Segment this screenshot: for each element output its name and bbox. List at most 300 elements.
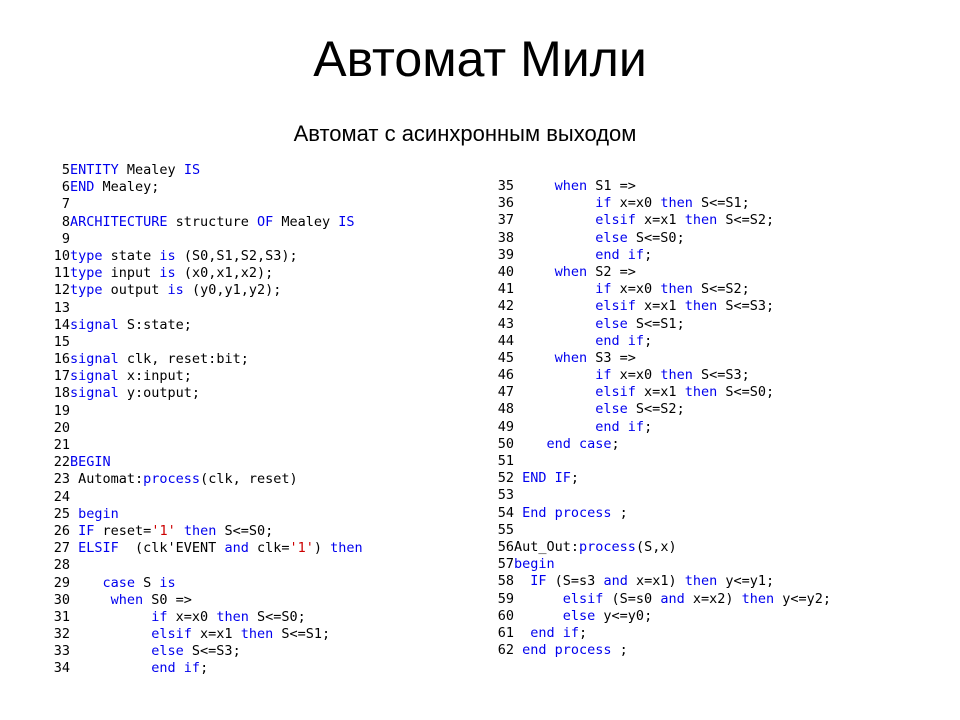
- code-line: [48, 317, 363, 334]
- keyword-token: if: [595, 367, 612, 384]
- code-line: [48, 506, 363, 523]
- text-token: S<=S1;: [627, 315, 685, 332]
- text-token: structure: [167, 213, 257, 230]
- keyword-token: case: [102, 574, 136, 591]
- keyword-token: is: [159, 247, 176, 264]
- line-number: 59: [497, 590, 514, 607]
- code-line: [490, 453, 831, 470]
- line-number: 25: [53, 505, 70, 522]
- keyword-token: then: [660, 281, 693, 298]
- code-line: [490, 230, 831, 247]
- keyword-token: type: [70, 265, 103, 282]
- text-token: x:input;: [118, 368, 192, 385]
- line-number: 19: [53, 402, 70, 419]
- text-token: ;: [570, 470, 580, 487]
- code-line: [48, 214, 363, 231]
- keyword-token: and: [224, 540, 249, 557]
- line-number: 16: [53, 351, 70, 368]
- keyword-token: elsif: [595, 384, 636, 401]
- code-text: [70, 179, 159, 196]
- text-token: [514, 625, 530, 641]
- slide-subtitle: Автомат с асинхронным выходом: [293, 121, 637, 146]
- text-token: [70, 660, 151, 676]
- code-line: [490, 384, 831, 401]
- code-text: [514, 298, 774, 315]
- code-line: [48, 248, 363, 265]
- line-number: 60: [497, 607, 514, 624]
- line-number: 51: [497, 453, 514, 469]
- line-number: 5: [61, 162, 70, 178]
- text-token: [70, 523, 78, 539]
- line-number: 47: [497, 384, 514, 401]
- text-token: Aut_Out:: [514, 538, 580, 555]
- keyword-token: IS: [183, 162, 201, 178]
- text-token: ;: [200, 660, 209, 677]
- text-token: y<=y2;: [774, 590, 832, 607]
- keyword-token: IF: [530, 573, 547, 590]
- text-token: y<=y1;: [717, 573, 775, 590]
- text-token: S<=S1;: [692, 195, 750, 212]
- text-token: (y0,y1,y2);: [183, 282, 282, 299]
- code-line: [48, 489, 363, 506]
- keyword-token: OF: [256, 213, 274, 230]
- code-line: [490, 401, 831, 418]
- line-number: 41: [497, 281, 514, 298]
- text-token: (S=s3: [546, 573, 604, 590]
- text-token: Mealey;: [94, 179, 160, 196]
- line-number: 56: [497, 538, 514, 555]
- code-line: [48, 626, 363, 643]
- text-token: S<=S3;: [717, 298, 775, 315]
- text-token: [514, 419, 595, 435]
- text-token: ;: [644, 418, 653, 435]
- line-number: 14: [53, 316, 70, 333]
- text-token: (x0,x1,x2);: [175, 265, 274, 282]
- keyword-token: ELSIF: [78, 540, 119, 557]
- code-text: [70, 248, 298, 265]
- text-token: ;: [644, 332, 653, 349]
- keyword-token: elsif: [151, 626, 192, 643]
- code-text: [514, 556, 555, 573]
- text-token: S<=S2;: [717, 212, 775, 229]
- text-token: input: [102, 265, 160, 282]
- line-number: 18: [53, 385, 70, 402]
- line-number: 21: [53, 437, 70, 453]
- keyword-token: and: [660, 590, 685, 607]
- keyword-token: IF: [78, 522, 95, 539]
- text-token: [514, 264, 555, 280]
- text-token: ): [313, 540, 331, 557]
- code-text: [514, 573, 774, 590]
- line-number: 46: [497, 367, 514, 384]
- keyword-token: end if: [595, 332, 645, 349]
- code-text: [514, 505, 628, 522]
- line-number: 42: [497, 298, 514, 315]
- line-number: 61: [497, 624, 514, 641]
- code-text: [514, 436, 620, 453]
- text-token: y:output;: [118, 385, 201, 402]
- text-token: [514, 212, 595, 228]
- text-token: [514, 591, 563, 607]
- code-line: [48, 609, 363, 626]
- code-line: [48, 368, 363, 385]
- code-text: [514, 539, 677, 556]
- text-token: clk=: [248, 540, 290, 557]
- code-line: [490, 556, 831, 573]
- keyword-token: else: [151, 643, 184, 660]
- text-token: [514, 470, 522, 486]
- text-token: output: [102, 282, 168, 299]
- code-line: [490, 350, 831, 367]
- text-token: [514, 350, 555, 366]
- code-text: [70, 265, 273, 282]
- code-line: [48, 196, 363, 213]
- code-text: [70, 214, 355, 231]
- keyword-token: else: [595, 229, 628, 246]
- text-token: [514, 436, 547, 452]
- text-token: clk, reset:bit;: [118, 351, 249, 368]
- string-token: '1': [151, 522, 176, 539]
- line-number: 23: [53, 471, 70, 488]
- code-line: [490, 505, 831, 522]
- code-listing-right: [490, 178, 831, 659]
- keyword-token: when: [110, 591, 144, 608]
- line-number: 58: [497, 573, 514, 590]
- text-token: y<=y0;: [595, 607, 653, 624]
- keyword-token: elsif: [595, 212, 636, 229]
- code-line: [490, 419, 831, 436]
- code-line: [48, 179, 363, 196]
- code-text: [70, 351, 249, 368]
- code-text: [514, 281, 750, 298]
- slide-title: Автомат Мили: [313, 31, 647, 87]
- keyword-token: end if: [595, 418, 645, 435]
- string-token: '1': [289, 540, 314, 557]
- text-token: x=x1): [627, 573, 685, 590]
- line-number: 40: [497, 263, 514, 280]
- text-token: x=x1: [635, 384, 685, 401]
- line-number: 17: [53, 368, 70, 385]
- text-token: [514, 230, 595, 246]
- text-token: S0 =>: [143, 591, 192, 608]
- text-token: [514, 333, 595, 349]
- text-token: [514, 281, 595, 297]
- keyword-token: signal: [70, 316, 119, 333]
- text-token: x=x0: [611, 281, 661, 298]
- code-line: [48, 660, 363, 677]
- keyword-token: when: [554, 178, 588, 194]
- text-token: [70, 506, 78, 522]
- text-token: S:state;: [118, 316, 192, 333]
- code-listing-left: [48, 162, 363, 678]
- keyword-token: begin: [514, 556, 555, 573]
- text-token: x=x0: [611, 195, 661, 212]
- code-text: [70, 575, 176, 592]
- code-line: [48, 162, 363, 179]
- keyword-token: begin: [78, 505, 119, 522]
- text-token: ;: [611, 504, 628, 521]
- code-line: [48, 282, 363, 299]
- line-number: 6: [61, 179, 70, 196]
- code-line: [48, 334, 363, 351]
- line-number: 9: [61, 230, 70, 247]
- keyword-token: END IF: [522, 470, 571, 487]
- code-line: [490, 436, 831, 453]
- text-token: S2 =>: [587, 263, 636, 280]
- keyword-token: end case: [546, 435, 612, 452]
- code-text: [70, 660, 208, 677]
- keyword-token: is: [159, 574, 176, 591]
- keyword-token: signal: [70, 351, 119, 368]
- keyword-token: then: [330, 540, 363, 557]
- keyword-token: process: [579, 538, 636, 555]
- code-line: [490, 178, 831, 195]
- code-line: [490, 264, 831, 281]
- keyword-token: else: [595, 401, 628, 418]
- code-text: [514, 195, 750, 212]
- text-token: S<=S2;: [692, 281, 750, 298]
- text-token: S1 =>: [587, 178, 636, 194]
- code-line: [48, 454, 363, 471]
- code-line: [490, 642, 831, 659]
- code-line: [48, 540, 363, 557]
- text-token: [70, 643, 151, 659]
- text-token: S<=S3;: [692, 367, 750, 384]
- code-line: [490, 487, 831, 504]
- line-number: 43: [497, 315, 514, 332]
- code-text: [514, 178, 636, 195]
- line-number: 27: [53, 540, 70, 557]
- code-text: [514, 470, 579, 487]
- text-token: [514, 505, 522, 521]
- code-text: [514, 350, 636, 367]
- text-token: x=x1: [635, 212, 685, 229]
- text-token: state: [102, 247, 160, 264]
- text-token: Mealey: [118, 162, 184, 178]
- text-token: Mealey: [273, 213, 339, 230]
- code-line: [48, 403, 363, 420]
- line-number: 52: [497, 470, 514, 487]
- line-number: 32: [53, 626, 70, 643]
- text-token: S<=S0;: [216, 522, 274, 539]
- keyword-token: then: [684, 384, 718, 401]
- line-number: 26: [53, 522, 70, 539]
- line-number: 49: [497, 418, 514, 435]
- keyword-token: ARCHITECTURE: [70, 213, 168, 230]
- text-token: (S=s0: [603, 590, 661, 607]
- code-text: [514, 247, 652, 264]
- line-number: 53: [497, 487, 514, 504]
- code-text: [70, 385, 200, 402]
- code-text: [514, 642, 628, 659]
- code-line: [490, 591, 831, 608]
- text-token: S<=S2;: [627, 401, 685, 418]
- text-token: S<=S0;: [717, 384, 775, 401]
- keyword-token: then: [741, 590, 775, 607]
- code-line: [48, 575, 363, 592]
- code-text: [70, 162, 200, 179]
- line-number: 8: [61, 213, 70, 230]
- keyword-token: then: [216, 608, 249, 625]
- keyword-token: IS: [338, 213, 355, 230]
- keyword-token: is: [167, 282, 184, 299]
- keyword-token: then: [240, 626, 274, 643]
- code-line: [48, 385, 363, 402]
- code-text: [70, 626, 330, 643]
- code-line: [48, 592, 363, 609]
- code-line: [490, 195, 831, 212]
- code-text: [70, 454, 111, 471]
- line-number: 39: [497, 246, 514, 263]
- code-text: [514, 212, 774, 229]
- text-token: (S0,S1,S2,S3);: [175, 247, 298, 264]
- keyword-token: type: [70, 247, 103, 264]
- code-line: [490, 522, 831, 539]
- text-token: [514, 608, 563, 624]
- line-number: 48: [497, 401, 514, 418]
- text-token: [176, 523, 184, 539]
- text-token: [70, 592, 111, 608]
- line-number: 7: [61, 196, 70, 213]
- text-token: Automat:: [70, 471, 144, 488]
- code-text: [70, 506, 119, 523]
- code-text: [70, 609, 306, 626]
- text-token: (clk'EVENT: [118, 540, 225, 557]
- text-token: x=x1: [635, 298, 685, 315]
- code-line: [48, 523, 363, 540]
- text-token: [514, 401, 595, 417]
- text-token: [70, 626, 151, 642]
- text-token: ;: [644, 246, 653, 263]
- text-token: S<=S1;: [273, 626, 331, 643]
- keyword-token: when: [554, 263, 588, 280]
- text-token: ;: [611, 642, 628, 659]
- code-line: [490, 539, 831, 556]
- line-number: 34: [53, 660, 70, 677]
- text-token: S<=S0;: [627, 229, 685, 246]
- line-number: 54: [497, 504, 514, 521]
- code-line: [490, 281, 831, 298]
- text-token: (clk, reset): [200, 471, 298, 488]
- text-token: S3 =>: [587, 349, 636, 366]
- code-text: [514, 333, 652, 350]
- line-number: 50: [497, 435, 514, 452]
- text-token: S: [135, 574, 160, 591]
- code-line: [490, 298, 831, 315]
- keyword-token: and: [603, 573, 628, 590]
- line-number: 15: [53, 333, 70, 350]
- code-line: [490, 247, 831, 264]
- line-number: 33: [53, 643, 70, 660]
- text-token: [514, 573, 530, 589]
- keyword-token: if: [151, 608, 168, 625]
- code-line: [490, 470, 831, 487]
- line-number: 24: [53, 488, 70, 505]
- keyword-token: then: [660, 195, 693, 212]
- text-token: [514, 298, 595, 314]
- text-token: [514, 247, 595, 263]
- keyword-token: then: [684, 298, 718, 315]
- code-text: [70, 523, 273, 540]
- text-token: x=x0: [611, 367, 661, 384]
- code-line: [48, 643, 363, 660]
- keyword-token: type: [70, 282, 103, 299]
- code-line: [48, 351, 363, 368]
- code-line: [48, 265, 363, 282]
- line-number: 30: [53, 591, 70, 608]
- code-line: [48, 300, 363, 317]
- line-number: 28: [53, 557, 70, 574]
- keyword-token: end if: [595, 246, 645, 263]
- line-number: 29: [53, 574, 70, 591]
- keyword-token: end process: [522, 642, 612, 659]
- text-token: ;: [611, 435, 620, 452]
- code-line: [48, 231, 363, 248]
- text-token: ;: [579, 624, 588, 641]
- code-line: [48, 471, 363, 488]
- code-text: [70, 317, 192, 334]
- line-number: 55: [497, 521, 514, 538]
- code-text: [70, 471, 298, 488]
- code-text: [514, 384, 774, 401]
- code-text: [70, 540, 363, 557]
- keyword-token: ENTITY: [70, 162, 119, 178]
- text-token: [70, 540, 78, 556]
- keyword-token: END: [70, 179, 95, 196]
- keyword-token: BEGIN: [70, 454, 111, 471]
- code-text: [514, 625, 587, 642]
- line-number: 20: [53, 419, 70, 436]
- line-number: 13: [53, 299, 70, 316]
- keyword-token: else: [562, 607, 596, 624]
- code-line: [490, 212, 831, 229]
- text-token: x=x1: [191, 626, 241, 643]
- code-line: [48, 557, 363, 574]
- line-number: 36: [497, 195, 514, 212]
- code-text: [514, 608, 652, 625]
- text-token: [514, 316, 595, 332]
- line-number: 35: [497, 178, 514, 194]
- code-text: [514, 230, 685, 247]
- keyword-token: then: [684, 573, 718, 590]
- line-number: 44: [497, 332, 514, 349]
- line-number: 37: [497, 212, 514, 229]
- line-number: 11: [53, 265, 70, 282]
- code-text: [70, 368, 192, 385]
- keyword-token: else: [595, 315, 628, 332]
- line-number: 45: [497, 349, 514, 366]
- code-text: [70, 282, 281, 299]
- line-number: 57: [497, 556, 514, 573]
- code-line: [490, 573, 831, 590]
- text-token: [514, 384, 595, 400]
- code-line: [48, 437, 363, 454]
- keyword-token: elsif: [562, 590, 604, 607]
- code-line: [490, 367, 831, 384]
- line-number: 31: [53, 608, 70, 625]
- keyword-token: signal: [70, 368, 119, 385]
- code-line: [490, 316, 831, 333]
- text-token: x=x2): [684, 590, 742, 607]
- text-token: reset=: [94, 522, 152, 539]
- text-token: S<=S0;: [248, 608, 306, 625]
- keyword-token: if: [595, 281, 612, 298]
- code-text: [514, 591, 831, 608]
- keyword-token: when: [554, 349, 588, 366]
- text-token: [70, 609, 151, 625]
- text-token: [70, 575, 103, 591]
- text-token: [514, 642, 522, 658]
